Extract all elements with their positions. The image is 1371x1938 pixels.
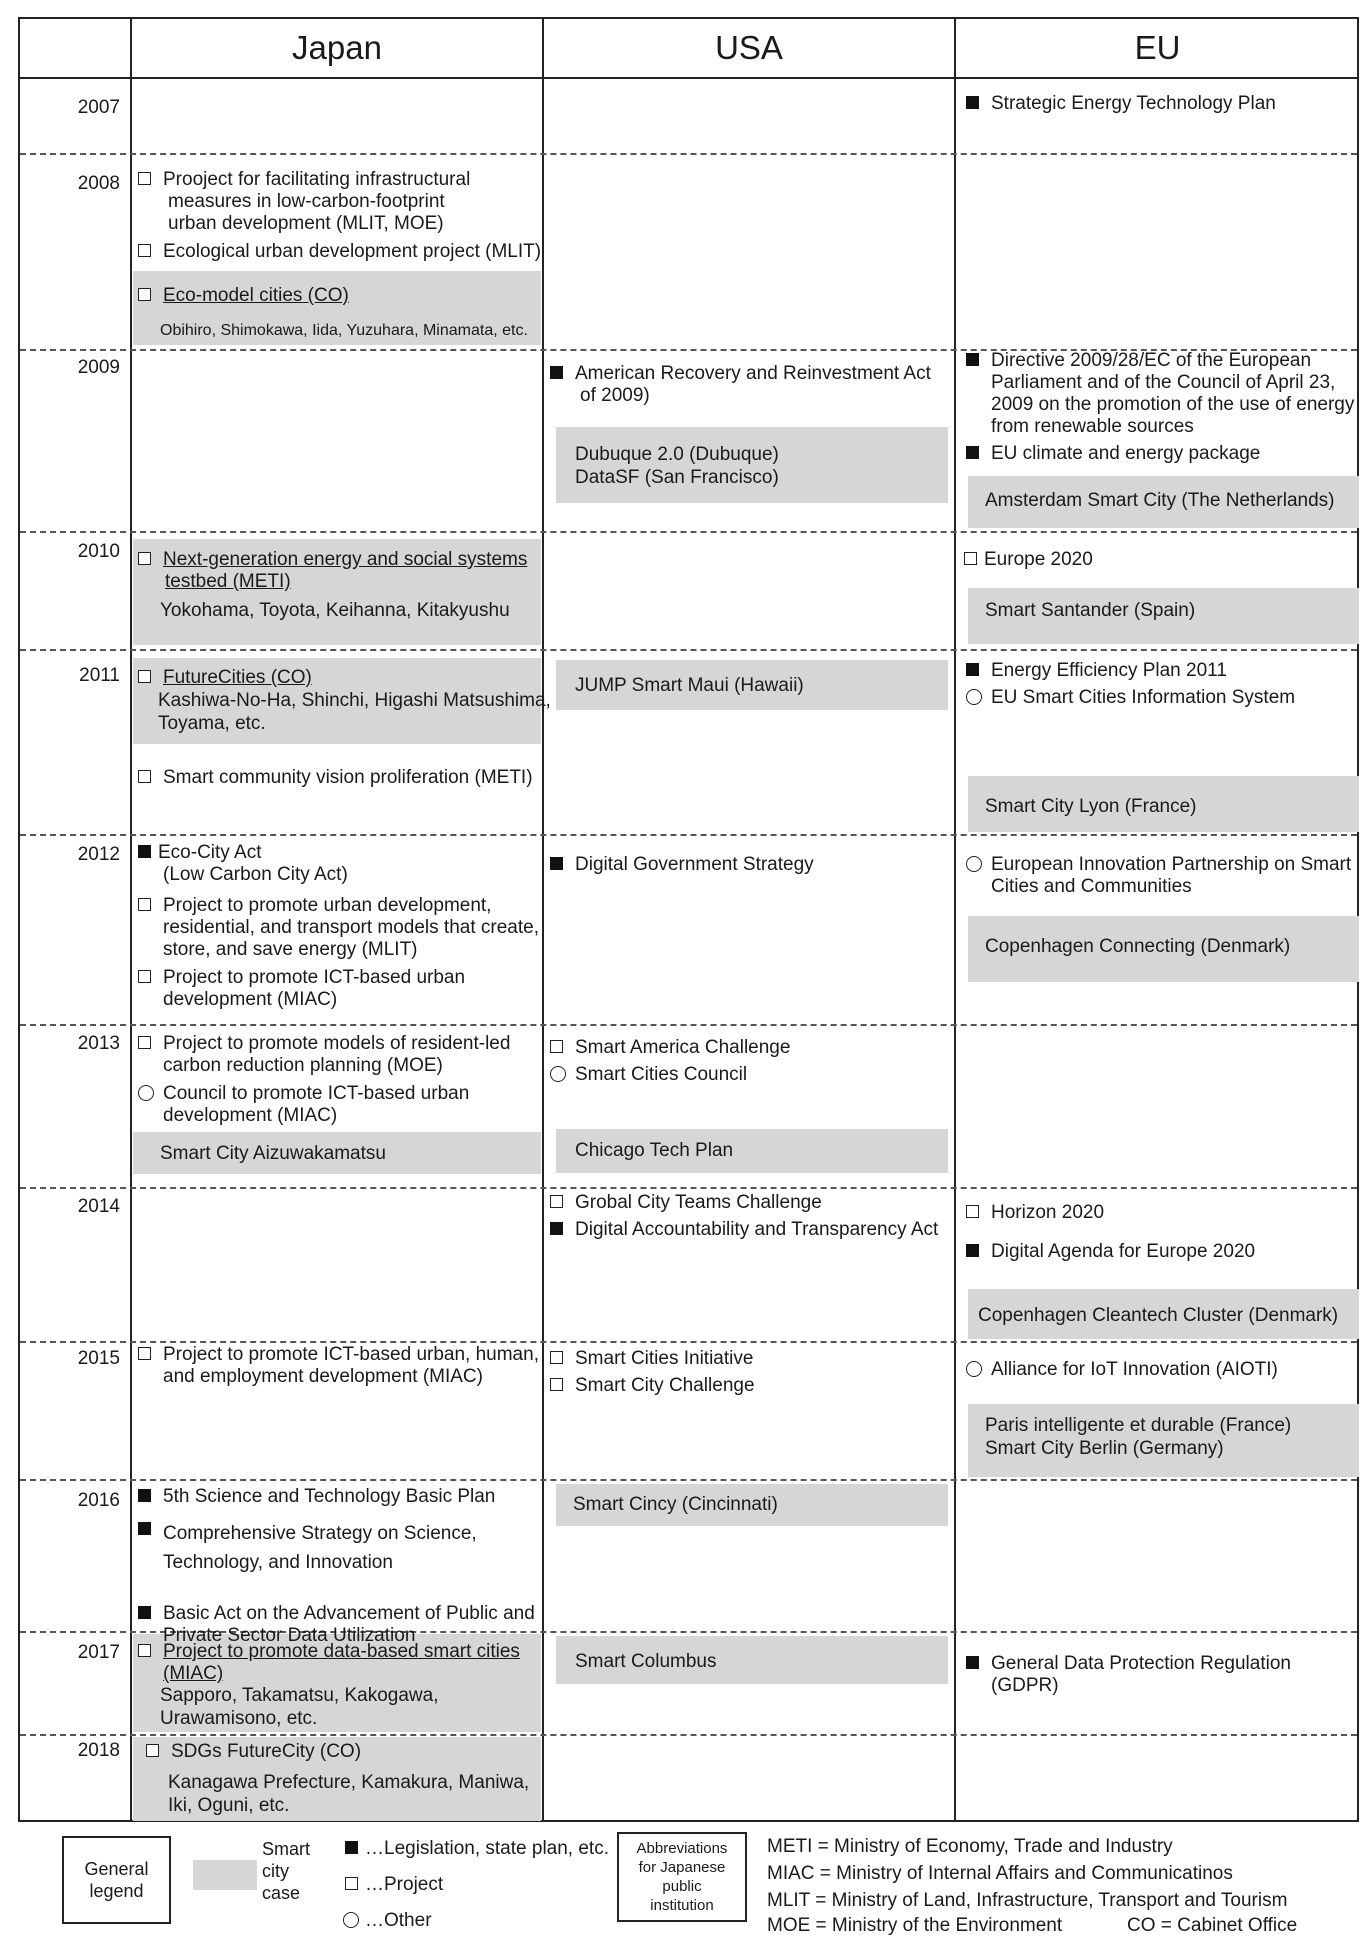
year-label: 2015: [77, 1348, 120, 1369]
column-header-usa: USA: [715, 29, 783, 66]
year-label: 2014: [77, 1196, 120, 1217]
other-marker-icon: [343, 1912, 359, 1928]
jp-2016-item: 5th Science and Technology Basic Plan: [138, 1486, 495, 1508]
jp-2016-item: Comprehensive Strategy on Science, Technology, and Innovation: [138, 1519, 477, 1577]
jp-2011-item: FutureCities (CO): [138, 667, 312, 689]
abbr-co: CO = Cabinet Office: [1127, 1915, 1298, 1936]
project-marker-icon: [138, 288, 151, 301]
project-marker-icon: [138, 1347, 151, 1360]
jp-2017-item: Project to promote data-based smart cities (MIAC): [138, 1641, 520, 1685]
us-2015-item: Smart Cities Initiative: [550, 1348, 753, 1370]
legislation-marker-icon: [966, 446, 979, 459]
jp-2011-item: Smart community vision proliferation (METI): [138, 767, 533, 789]
legislation-marker-icon: [138, 1606, 151, 1619]
project-marker-icon: [138, 244, 151, 257]
eu-2007-item: Strategic Energy Technology Plan: [966, 93, 1276, 115]
project-legend: …Project: [345, 1874, 443, 1896]
column-header-japan: Japan: [292, 29, 382, 66]
eu-2012-cities: Copenhagen Connecting (Denmark): [985, 936, 1291, 957]
year-divider: [20, 1187, 1357, 1189]
jp-2011-cities: Kashiwa-No-Ha, Shinchi, Higashi Matsushima, Toyama, etc.: [158, 690, 551, 734]
project-marker-icon: [138, 670, 151, 683]
jp-2008-cities: Obihiro, Shimokawa, Iida, Yuzuhara, Minamata, etc.: [160, 322, 528, 339]
year-divider: [20, 531, 1357, 533]
jp-2008-item: Prooject for facilitating infrastructural measures in low-carbon-footprint urban development (MLIT, MOE): [138, 169, 470, 235]
legislation-marker-icon: [138, 845, 151, 858]
project-marker-icon: [138, 1644, 151, 1657]
year-label: 2008: [77, 173, 120, 194]
other-marker-icon: [966, 689, 982, 705]
project-marker-icon: [550, 1040, 563, 1053]
legislation-marker-icon: [966, 1656, 979, 1669]
project-marker-icon: [138, 1036, 151, 1049]
legislation-marker-icon: [966, 353, 979, 366]
us-2014-item: Digital Accountability and Transparency Act: [550, 1219, 938, 1241]
legislation-marker-icon: [550, 366, 563, 379]
year-label: 2017: [77, 1642, 120, 1663]
year-divider: [20, 1024, 1357, 1026]
year-label: 2009: [77, 357, 120, 378]
abbr-meti: METI = Ministry of Economy, Trade and Industry: [767, 1836, 1173, 1857]
jp-2010-cities: Yokohama, Toyota, Keihanna, Kitakyushu: [160, 600, 510, 621]
project-marker-icon: [550, 1351, 563, 1364]
smart-city-legend-label: Smart city case: [262, 1839, 311, 1903]
eu-2012-item: European Innovation Partnership on Smart Cities and Communities: [966, 854, 1351, 898]
jp-2018-cities: Kanagawa Prefecture, Kamakura, Maniwa, Iki, Oguni, etc.: [168, 1772, 530, 1816]
year-divider: [20, 1341, 1357, 1343]
eu-2015-cities: Paris intelligente et durable (France) Smart City Berlin (Germany): [985, 1415, 1292, 1459]
year-divider: [20, 834, 1357, 836]
project-marker-icon: [345, 1877, 358, 1890]
project-marker-icon: [138, 172, 151, 185]
abbreviations-box: Abbreviations for Japanese public institution: [617, 1832, 747, 1922]
jp-2013-item: Council to promote ICT-based urban development (MIAC): [138, 1083, 469, 1127]
year-label: 2012: [77, 844, 120, 865]
year-label: 2011: [79, 665, 120, 686]
us-2012-item: Digital Government Strategy: [550, 854, 814, 876]
us-2009-item: American Recovery and Reinvestment Act of 2009): [550, 363, 931, 407]
eu-2011-item: EU Smart Cities Information System: [966, 687, 1295, 709]
eu-2009-item: Directive 2009/28/EC of the European Parliament and of the Council of April 23, 2009 on the promotion of the use of energy from renewable sources: [966, 350, 1354, 438]
jp-2017-cities: Sapporo, Takamatsu, Kakogawa, Urawamisono, etc.: [160, 1685, 439, 1729]
eu-2011-cities: Smart City Lyon (France): [985, 796, 1197, 817]
jp-2012-item: Project to promote ICT-based urban development (MIAC): [138, 967, 465, 1011]
column-header-eu: EU: [1134, 29, 1181, 66]
legislation-marker-icon: [138, 1489, 151, 1502]
year-label: 2016: [77, 1490, 120, 1511]
jp-2013-item: Project to promote models of resident-led carbon reduction planning (MOE): [138, 1033, 510, 1077]
legislation-marker-icon: [966, 1244, 979, 1257]
us-2011-cities: JUMP Smart Maui (Hawaii): [575, 675, 804, 696]
legislation-marker-icon: [966, 96, 979, 109]
us-2016-cities: Smart Cincy (Cincinnati): [573, 1494, 778, 1515]
project-marker-icon: [146, 1744, 159, 1757]
project-marker-icon: [138, 770, 151, 783]
project-marker-icon: [138, 970, 151, 983]
us-2013-item: Smart Cities Council: [550, 1064, 747, 1086]
project-marker-icon: [138, 552, 151, 565]
legislation-marker-icon: [345, 1841, 358, 1854]
legislation-marker-icon: [550, 1222, 563, 1235]
jp-2012-item: Project to promote urban development, residential, and transport models that create, store, and save energy (MLIT): [138, 895, 539, 961]
year-divider: [20, 1734, 1357, 1736]
us-2014-item: Grobal City Teams Challenge: [550, 1192, 822, 1214]
eu-2014-item: Digital Agenda for Europe 2020: [966, 1241, 1255, 1263]
legislation-marker-icon: [966, 663, 979, 676]
eu-2009-item: EU climate and energy package: [966, 443, 1260, 465]
project-marker-icon: [550, 1378, 563, 1391]
us-2017-cities: Smart Columbus: [575, 1651, 717, 1672]
header-divider: [20, 77, 1357, 79]
abbr-moe: MOE = Ministry of the Environment: [767, 1915, 1063, 1936]
project-marker-icon: [550, 1195, 563, 1208]
project-marker-icon: [138, 898, 151, 911]
year-label: 2010: [77, 541, 120, 562]
year-divider: [20, 153, 1357, 155]
general-legend-box: General legend: [62, 1836, 171, 1924]
project-marker-icon: [964, 552, 977, 565]
legislation-legend: …Legislation, state plan, etc.: [345, 1838, 609, 1860]
year-divider: [20, 1479, 1357, 1481]
us-2013-cities: Chicago Tech Plan: [575, 1140, 734, 1161]
jp-2008-item: Ecological urban development project (MLIT): [138, 241, 541, 263]
legislation-marker-icon: [138, 1522, 151, 1535]
other-marker-icon: [966, 1361, 982, 1377]
year-label: 2007: [77, 97, 120, 118]
year-label: 2018: [77, 1740, 120, 1761]
legislation-marker-icon: [550, 857, 563, 870]
abbr-mlit: MLIT = Ministry of Land, Infrastructure, Transport and Tourism: [767, 1890, 1288, 1911]
smart-city-swatch: [193, 1860, 257, 1890]
us-2015-item: Smart City Challenge: [550, 1375, 755, 1397]
jp-2012-item: Eco-City Act (Low Carbon City Act): [138, 842, 348, 886]
jp-2010-item: Next-generation energy and social systems testbed (METI): [138, 549, 527, 593]
eu-2011-item: Energy Efficiency Plan 2011: [966, 660, 1227, 682]
column-divider: [954, 19, 956, 1820]
eu-2014-cities: Copenhagen Cleantech Cluster (Denmark): [978, 1305, 1339, 1326]
year-label: 2013: [77, 1033, 120, 1054]
jp-2018-item: SDGs FutureCity (CO): [146, 1741, 361, 1763]
timeline-table: [18, 17, 1359, 1822]
jp-2013-cities: Smart City Aizuwakamatsu: [160, 1143, 386, 1164]
eu-2010-cities: Smart Santander (Spain): [985, 600, 1196, 621]
us-2013-item: Smart America Challenge: [550, 1037, 790, 1059]
other-marker-icon: [138, 1085, 154, 1101]
us-2009-cities: Dubuque 2.0 (Dubuque) DataSF (San Francisco): [575, 444, 779, 488]
eu-2014-item: Horizon 2020: [966, 1202, 1104, 1224]
jp-2008-item: Eco-model cities (CO): [138, 285, 349, 307]
jp-2015-item: Project to promote ICT-based urban, human, and employment development (MIAC): [138, 1344, 539, 1388]
column-divider: [130, 19, 132, 1820]
eu-2009-cities: Amsterdam Smart City (The Netherlands): [985, 490, 1335, 511]
project-marker-icon: [966, 1205, 979, 1218]
other-marker-icon: [966, 856, 982, 872]
eu-2010-item: Europe 2020: [964, 549, 1093, 571]
column-divider: [542, 19, 544, 1820]
year-divider: [20, 649, 1357, 651]
eu-2017-item: General Data Protection Regulation (GDPR): [966, 1653, 1357, 1697]
other-legend: …Other: [343, 1910, 432, 1932]
jp-2016-item: Basic Act on the Advancement of Public and Private Sector Data Utilization: [138, 1603, 535, 1647]
eu-2015-item: Alliance for IoT Innovation (AIOTI): [966, 1359, 1278, 1381]
abbr-miac: MIAC = Ministry of Internal Affairs and Communicatinos: [767, 1863, 1233, 1884]
other-marker-icon: [550, 1066, 566, 1082]
